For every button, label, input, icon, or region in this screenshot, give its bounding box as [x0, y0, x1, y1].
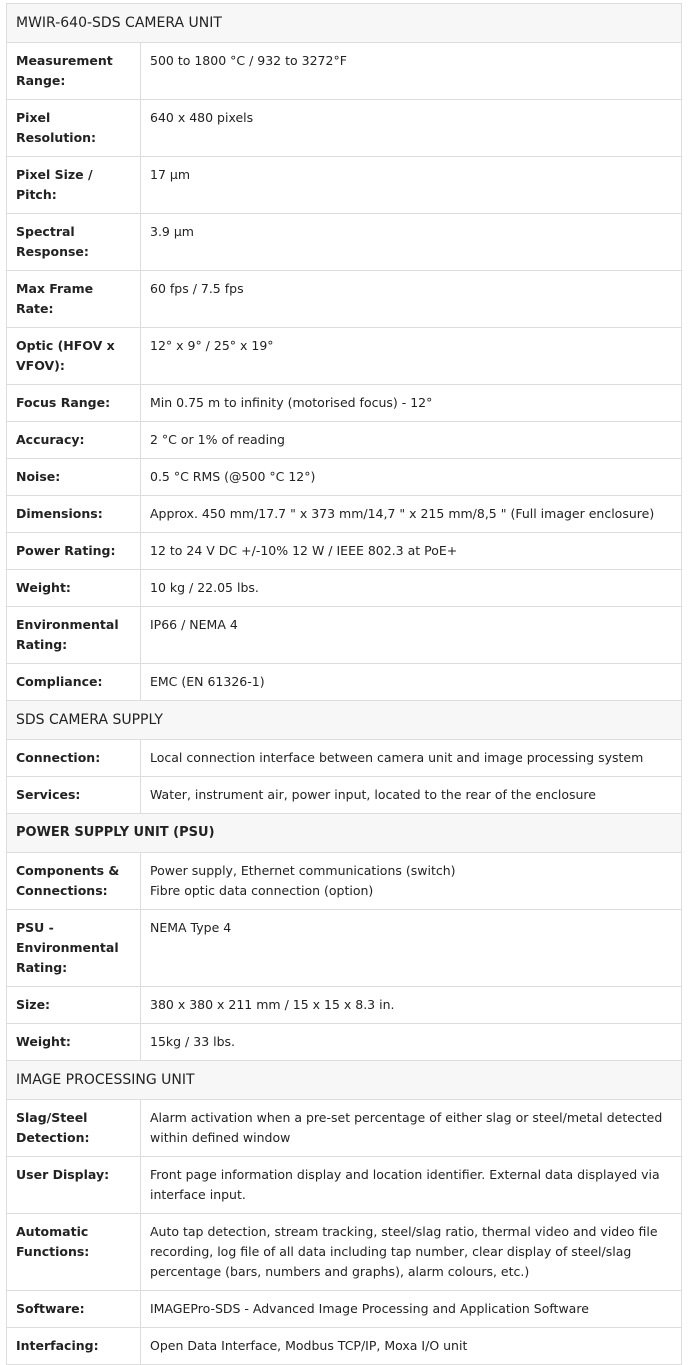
spec-value-line: 0.5 °C RMS (@500 °C 12°): [150, 469, 316, 484]
spec-label: Spectral Response:: [7, 214, 141, 271]
spec-value-line: EMC (EN 61326-1): [150, 674, 265, 689]
spec-row: [7, 214, 682, 271]
spec-row: [7, 496, 682, 533]
spec-value: [141, 422, 682, 459]
spec-row: [7, 664, 682, 701]
spec-value: [141, 1291, 682, 1328]
spec-value: [141, 496, 682, 533]
spec-value-line: 17 µm: [150, 167, 191, 182]
spec-value: [141, 740, 682, 777]
spec-value-line: Water, instrument air, power input, located to the rear of the enclosure: [150, 787, 596, 802]
spec-label: Measurement Range:: [7, 43, 141, 100]
spec-value: [141, 987, 682, 1024]
spec-row: [7, 459, 682, 496]
spec-row: [7, 987, 682, 1024]
spec-label: Compliance:: [7, 664, 141, 701]
section-title: POWER SUPPLY UNIT (PSU): [7, 814, 682, 853]
spec-value-line: Front page information display and location identifier. External data displayed via interface input.: [150, 1167, 660, 1202]
spec-row: [7, 1291, 682, 1328]
spec-value: [141, 100, 682, 157]
spec-row: [7, 777, 682, 814]
spec-value-line: Approx. 450 mm/17.7 " x 373 mm/14,7 " x 215 mm/8,5 " (Full imager enclosure): [150, 506, 655, 521]
spec-value: [141, 570, 682, 607]
spec-label: Focus Range:: [7, 385, 141, 422]
spec-value: [141, 1100, 682, 1157]
spec-value: [141, 1214, 682, 1291]
spec-table-body: [7, 4, 682, 1365]
spec-label: User Display:: [7, 1157, 141, 1214]
spec-label: Dimensions:: [7, 496, 141, 533]
spec-row: [7, 1100, 682, 1157]
spec-label: Pixel Size / Pitch:: [7, 157, 141, 214]
spec-row: [7, 157, 682, 214]
spec-row: [7, 100, 682, 157]
spec-row: [7, 385, 682, 422]
spec-row: [7, 328, 682, 385]
spec-value-line: Fibre optic data connection (option): [150, 883, 374, 898]
spec-value-line: IP66 / NEMA 4: [150, 617, 238, 632]
spec-value-line: 640 x 480 pixels: [150, 110, 254, 125]
spec-value-line: Local connection interface between camera unit and image processing system: [150, 750, 644, 765]
spec-row: [7, 422, 682, 459]
section-header-row: [7, 701, 682, 740]
spec-label: Optic (HFOV x VFOV):: [7, 328, 141, 385]
spec-label: Interfacing:: [7, 1328, 141, 1365]
spec-value: [141, 910, 682, 987]
spec-label: Size:: [7, 987, 141, 1024]
spec-value-line: 3.9 µm: [150, 224, 194, 239]
spec-value: [141, 157, 682, 214]
section-header-row: [7, 4, 682, 43]
spec-row: [7, 853, 682, 910]
spec-value: [141, 385, 682, 422]
spec-value: [141, 214, 682, 271]
spec-value: [141, 1157, 682, 1214]
spec-label: Slag/Steel Detection:: [7, 1100, 141, 1157]
spec-value-line: Alarm activation when a pre-set percentage of either slag or steel/metal detected within defined window: [150, 1110, 663, 1145]
spec-value-line: 380 x 380 x 211 mm / 15 x 15 x 8.3 in.: [150, 997, 395, 1012]
section-title: IMAGE PROCESSING UNIT: [7, 1061, 682, 1100]
spec-label: Weight:: [7, 1024, 141, 1061]
spec-value-line: Min 0.75 m to infinity (motorised focus) - 12°: [150, 395, 433, 410]
spec-label: Accuracy:: [7, 422, 141, 459]
spec-label: Environmental Rating:: [7, 607, 141, 664]
spec-value-line: 12° x 9° / 25° x 19°: [150, 338, 274, 353]
spec-value-line: NEMA Type 4: [150, 920, 232, 935]
spec-value: [141, 271, 682, 328]
spec-row: [7, 533, 682, 570]
spec-row: [7, 1214, 682, 1291]
spec-value-line: 12 to 24 V DC +/-10% 12 W / IEEE 802.3 at PoE+: [150, 543, 458, 558]
spec-value-line: 500 to 1800 °C / 932 to 3272°F: [150, 53, 347, 68]
spec-value: [141, 607, 682, 664]
spec-label: Weight:: [7, 570, 141, 607]
spec-value: [141, 459, 682, 496]
spec-row: [7, 43, 682, 100]
section-header-row: [7, 814, 682, 853]
spec-value: [141, 328, 682, 385]
spec-row: [7, 570, 682, 607]
spec-value-line: Open Data Interface, Modbus TCP/IP, Moxa I/O unit: [150, 1338, 468, 1353]
spec-value-line: Auto tap detection, stream tracking, steel/slag ratio, thermal video and video file recording, log file of all data including tap number, clear display of steel/slag percentage (bars, numbers and graphs), alarm colours, etc.): [150, 1224, 658, 1279]
spec-label: Power Rating:: [7, 533, 141, 570]
spec-row: [7, 271, 682, 328]
section-title: SDS CAMERA SUPPLY: [7, 701, 682, 740]
section-title: MWIR-640-SDS CAMERA UNIT: [7, 4, 682, 43]
spec-label: Pixel Resolution:: [7, 100, 141, 157]
section-header-row: [7, 1061, 682, 1100]
spec-row: [7, 910, 682, 987]
spec-label: Max Frame Rate:: [7, 271, 141, 328]
spec-value-line: 2 °C or 1% of reading: [150, 432, 285, 447]
spec-label: Software:: [7, 1291, 141, 1328]
spec-label: Services:: [7, 777, 141, 814]
spec-label: Connection:: [7, 740, 141, 777]
spec-table: [6, 3, 682, 1365]
spec-label: Noise:: [7, 459, 141, 496]
spec-value: [141, 664, 682, 701]
spec-value-line: 60 fps / 7.5 fps: [150, 281, 244, 296]
spec-value: [141, 1024, 682, 1061]
spec-value-line: IMAGEPro-SDS - Advanced Image Processing and Application Software: [150, 1301, 589, 1316]
spec-value: [141, 533, 682, 570]
spec-value-line: Power supply, Ethernet communications (switch): [150, 863, 456, 878]
spec-value: [141, 43, 682, 100]
spec-value: [141, 777, 682, 814]
spec-row: [7, 1157, 682, 1214]
spec-row: [7, 1328, 682, 1365]
spec-label: Automatic Functions:: [7, 1214, 141, 1291]
spec-value: [141, 853, 682, 910]
spec-row: [7, 1024, 682, 1061]
spec-value-line: 10 kg / 22.05 lbs.: [150, 580, 259, 595]
spec-value: [141, 1328, 682, 1365]
spec-row: [7, 607, 682, 664]
spec-label: PSU - Environmental Rating:: [7, 910, 141, 987]
spec-label: Components & Connections:: [7, 853, 141, 910]
spec-row: [7, 740, 682, 777]
spec-value-line: 15kg / 33 lbs.: [150, 1034, 236, 1049]
